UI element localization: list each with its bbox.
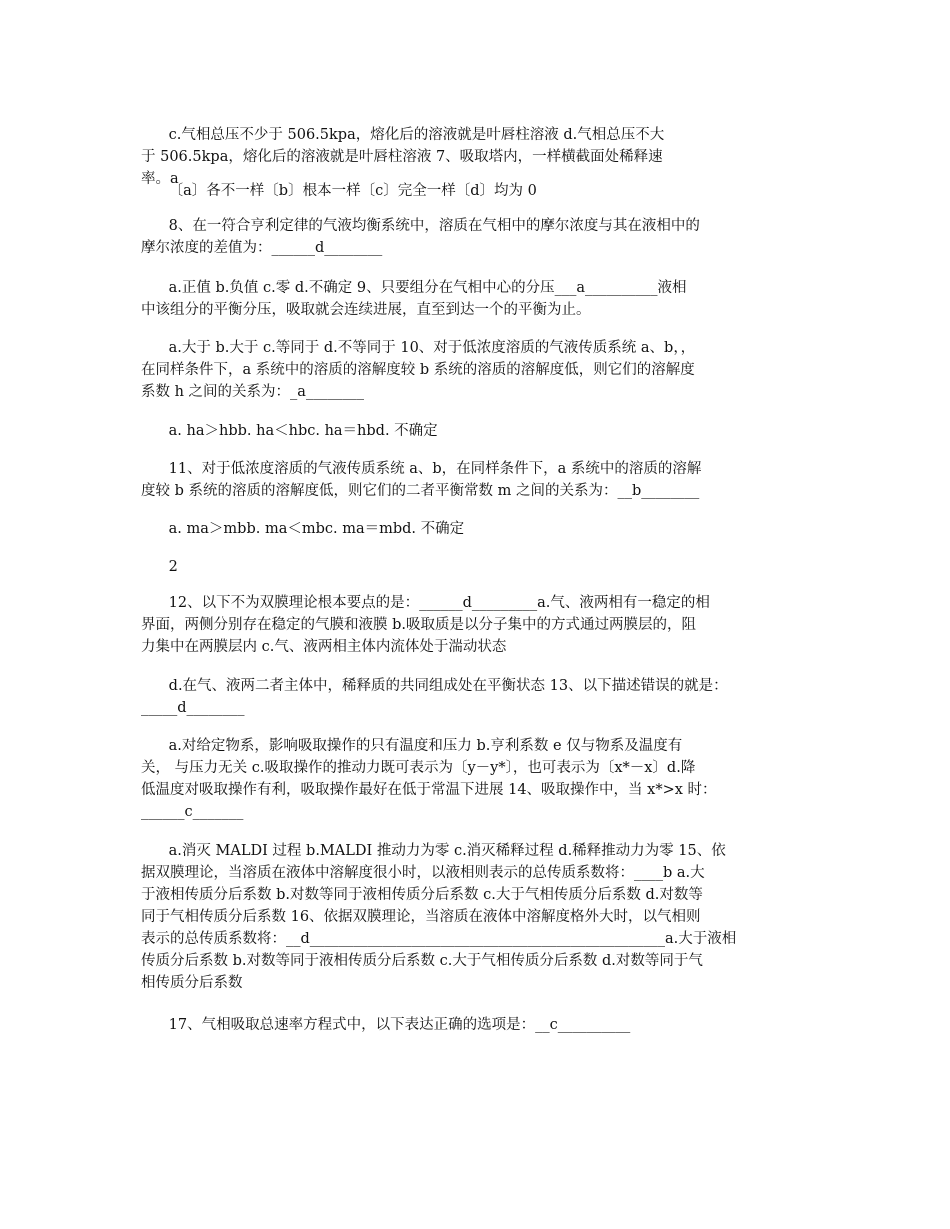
paragraph-11: d.在气、液两二者主体中，稀释质的共同组成处在平衡状态 13、以下描述错误的就是： _____d________ <box>141 678 728 716</box>
paragraph-2: 〔a〕各不一样〔b〕根本一样〔c〕完全一样〔d〕均为 0 <box>141 183 537 199</box>
paragraph-5: a.大于 b.大于 c.等同于 d.不等同于 10、对于低浓度溶质的气液传质系统 a、b，， 在同样条件下，a 系统中的溶质的溶解度较 b 系统的溶质的溶解度低，则它们的溶解度 系数 h 之间的关系为：_a________ <box>141 340 696 400</box>
paragraph-7: 11、对于低浓度溶质的气液传质系统 a、b，在同样条件下，a 系统中的溶质的溶解 度较 b 系统的溶质的溶解度低，则它们的二者平衡常数 m 之间的关系为：__b________ <box>141 461 702 499</box>
paragraph-1: c.气相总压不少于 506.5kpa，熔化后的溶液就是叶唇柱溶液 d.气相总压不大 于 506.5kpa，熔化后的溶液就是叶唇柱溶液 7、吸取塔内，一样横截面处稀释速 率。a <box>141 127 665 187</box>
paragraph-6: a. ha＞hbb. ha＜hbc. ha＝hbd. 不确定 <box>141 423 438 439</box>
paragraph-14: 17、气相吸取总速率方程式中，以下表达正确的选项是：__c__________ <box>141 1017 631 1033</box>
page-number: 2 <box>141 559 178 575</box>
paragraph-8: a. ma＞mbb. ma＜mbc. ma＝mbd. 不确定 <box>141 521 465 537</box>
paragraph-10: 12、以下不为双膜理论根本要点的是：______d_________a.气、液两相有一稳定的相 界面，两侧分别存在稳定的气膜和液膜 b.吸取质是以分子集中的方式通过两膜层的，阻 力集中在两膜层内 c.气、液两相主体内流体处于湍动状态 <box>141 595 710 655</box>
paragraph-4: a.正值 b.负值 c.零 d.不确定 9、只要组分在气相中心的分压___a__________液相 中该组分的平衡分压，吸取就会连续进展，直至到达一个的平衡为止。 <box>141 280 687 318</box>
paragraph-3: 8、在一符合亨利定律的气液均衡系统中，溶质在气相中的摩尔浓度与其在液相中的 摩尔浓度的差值为：______d________ <box>141 218 700 256</box>
paragraph-12: a.对给定物系，影响吸取操作的只有温度和压力 b.亨利系数 e 仅与物系及温度有 关， 与压力无关 c.吸取操作的推动力既可表示为〔y－y*〕，也可表示为〔x*－x〕d.降 低温度对吸取操作有利，吸取操作最好在低于常温下进展 14、吸取操作中，当 x*>x 时： ______c_______ <box>141 738 717 820</box>
paragraph-13: a.消灭 MALDI 过程 b.MALDI 推动力为零 c.消灭稀释过程 d.稀释推动力为零 15、依 据双膜理论，当溶质在液体中溶解度很小时，以液相则表示的总传质系数将：____b a.大 于液相传质分后系数 b.对数等同于液相传质分后系数 c.大于气相传质分后系数 d.对数等 同于气相传质分后系数 16、依据双膜理论，当溶质在液体中溶解度格外大时，以气相则 表示的总传质系数将：__d_________________________________________________a.大于液相 传质分后系数 b.对数等同于液相传质分后系数 c.大于气相传质分后系数 d.对数等同于气 相传质分后系数 <box>141 843 737 991</box>
